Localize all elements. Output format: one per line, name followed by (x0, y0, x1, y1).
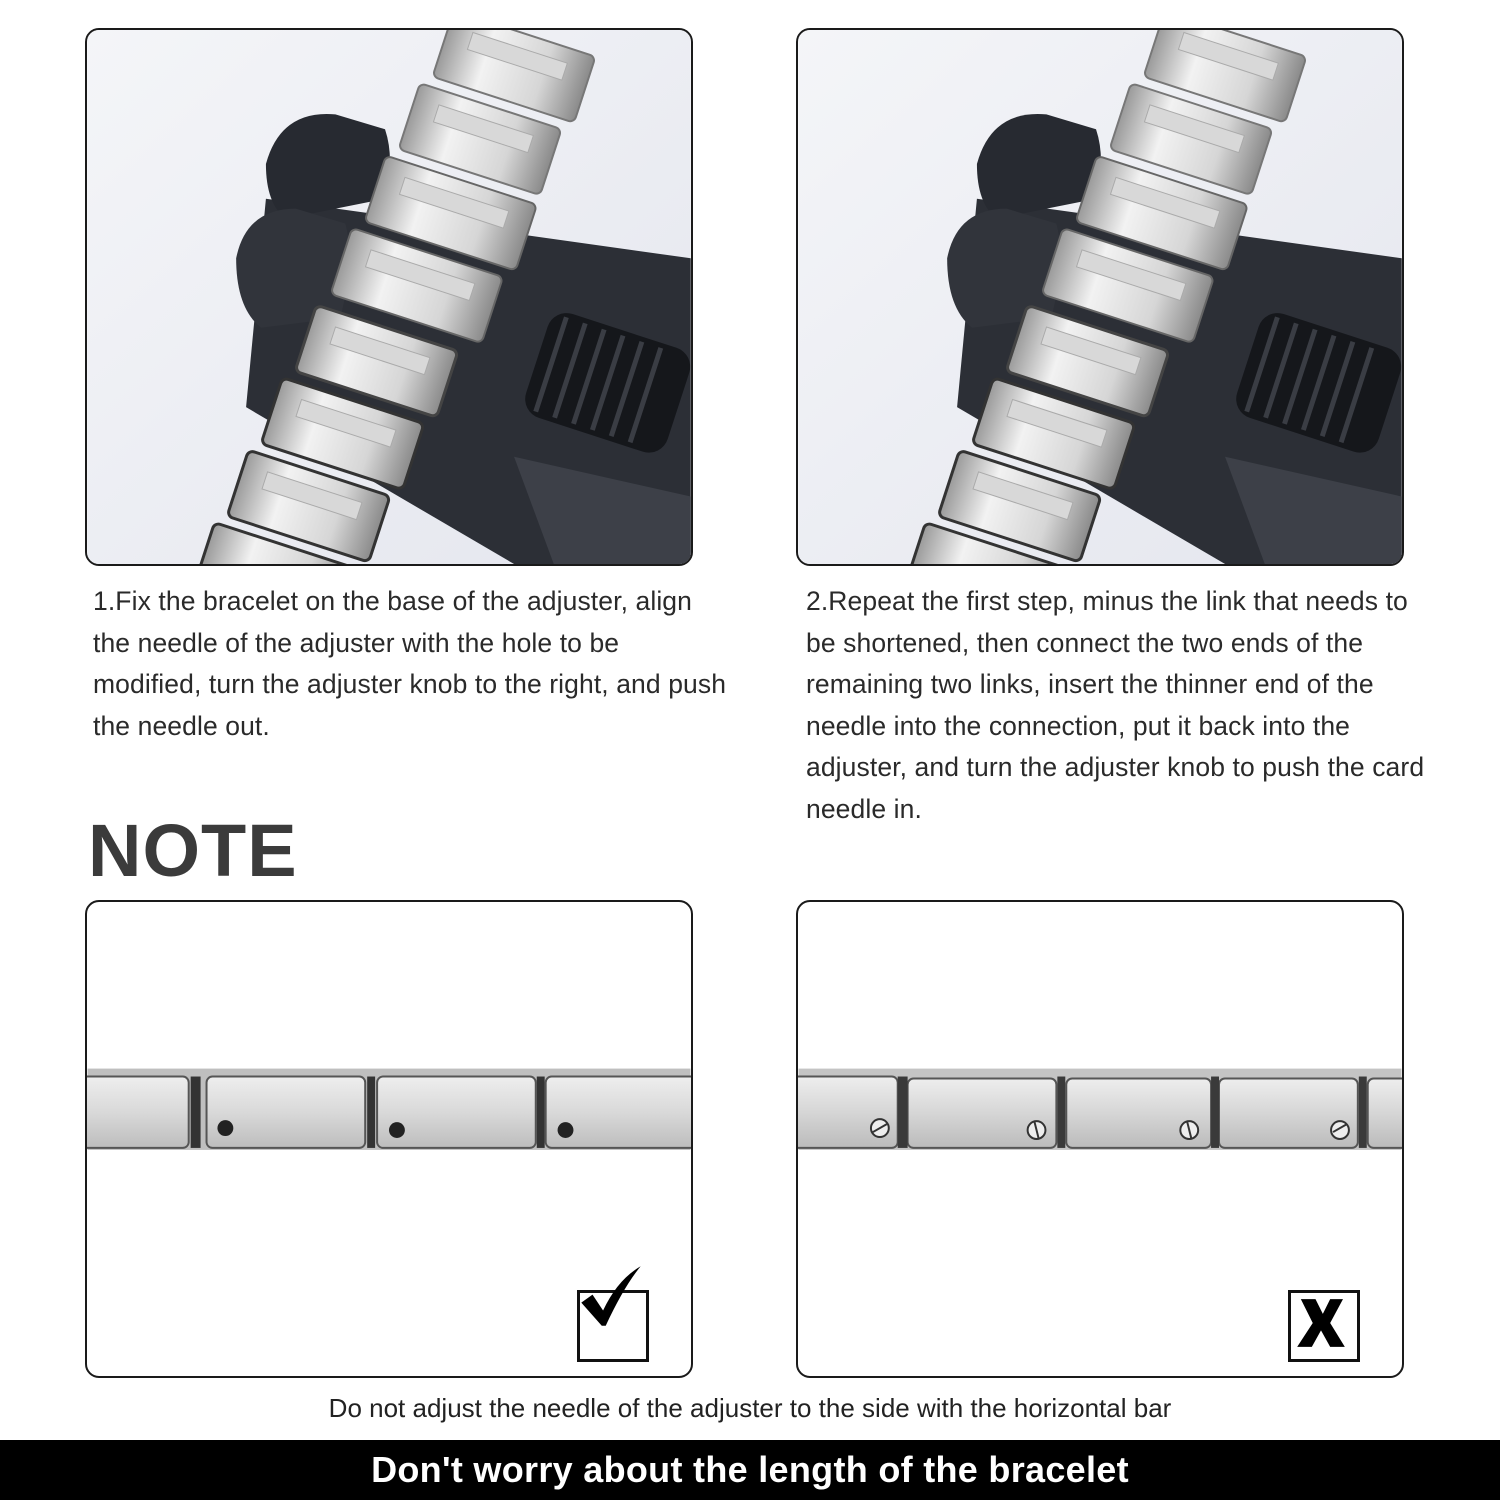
step2-instruction: 2.Repeat the first step, minus the link that needs to be shortened, then connect the two ends of the remaining two links, insert the thinner end of the needle into the connection, put it back into the adjuster, and turn the adjuster knob to push the card needle in. (806, 586, 1425, 824)
correct-orientation-photo (85, 900, 693, 1378)
orientation-warning: Do not adjust the needle of the adjuster to the side with the horizontal bar (328, 1393, 1172, 1423)
step1-photo (85, 28, 693, 566)
footer-banner (0, 1440, 1500, 1500)
note-heading: NOTE (88, 809, 298, 892)
footer-banner-text: Don't worry about the length of the bracelet (371, 1449, 1129, 1490)
step2-photo (796, 28, 1404, 566)
bracelet-in-adjuster-illustration (87, 30, 691, 564)
wrong-orientation-photo (796, 900, 1404, 1378)
bracelet-reconnect-illustration (798, 30, 1402, 564)
check-mark-icon (577, 1290, 649, 1362)
x-mark-icon (1288, 1290, 1360, 1362)
step1-instruction: 1.Fix the bracelet on the base of the adjuster, align the needle of the adjuster with the hole to be modified, turn the adjuster knob to the right, and push the needle out. (93, 586, 727, 741)
